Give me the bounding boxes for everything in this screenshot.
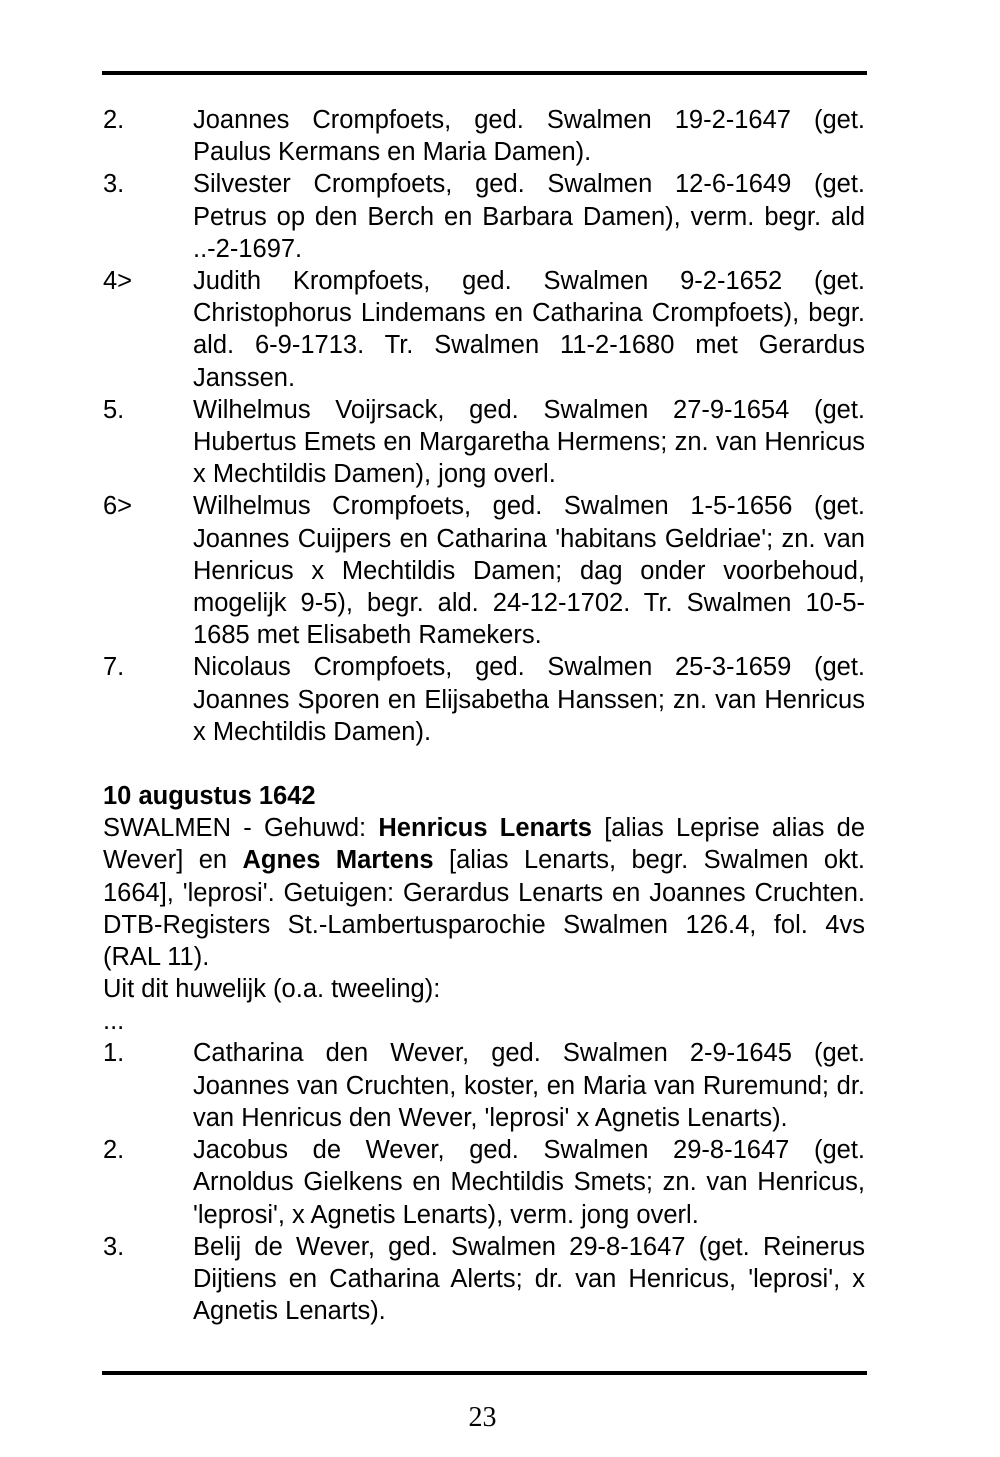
entry-text: Jacobus de Wever, ged. Swalmen 29-8-1647 (get. Arnoldus Gielkens en Mechtildis Smets; zn. van Henricus, 'leprosi', x Agnetis Lenarts), verm. jong overl. [193, 1136, 865, 1229]
marriage-paragraph [103, 812, 865, 973]
list-item [103, 104, 865, 168]
marriage-text-part: SWALMEN - Gehuwd: [103, 814, 379, 843]
bride-name: Agnes Martens [242, 846, 434, 875]
entry-number: 3. [103, 170, 125, 199]
entry-text: Judith Krompfoets, ged. Swalmen 9-2-1652 (get. Christophorus Lindemans en Catharina Crompfoets), begr. ald. 6-9-1713. Tr. Swalmen 11-2-1680 met Gerardus Janssen. [193, 267, 865, 392]
list-item [103, 1231, 865, 1328]
marriage-text-part: [alias Leprise alias de Wever] en [103, 814, 866, 875]
entry-text: Nicolaus Crompfoets, ged. Swalmen 25-3-1659 (get. Joannes Sporen en Elijsabetha Hanssen; zn. van Henricus x Mechtildis Damen). [193, 653, 865, 746]
list-item [103, 490, 865, 651]
page-content [103, 104, 865, 1327]
entry-number: 7. [103, 653, 125, 682]
section-heading: 10 augustus 1642 [103, 782, 316, 811]
entry-text: Wilhelmus Voijrsack, ged. Swalmen 27-9-1654 (get. Hubertus Emets en Margaretha Hermens; zn. van Henricus x Mechtildis Damen), jong overl. [193, 395, 865, 489]
entry-text: Silvester Crompfoets, ged. Swalmen 12-6-1649 (get. Petrus op den Berch en Barbara Damen), verm. begr. ald ..-2-1697. [193, 170, 865, 263]
entry-number: 2. [103, 1136, 125, 1165]
list-item [103, 1037, 865, 1134]
children-intro: Uit dit huwelijk (o.a. tweeling): [103, 975, 441, 1004]
marriage-text-part: [alias Lenarts, begr. Swalmen okt. 1664], 'leprosi'. Getuigen: Gerardus Lenarts en Joannes Cruchten. DTB-Registers St.-Lambertusparochie Swalmen 126.4, fol. 4vs (RAL 11). [103, 846, 865, 972]
page-number: 23 [468, 1402, 497, 1433]
top-rule [102, 71, 867, 75]
entry-text: Wilhelmus Crompfoets, ged. Swalmen 1-5-1656 (get. Joannes Cuijpers en Catharina 'habitans Geldriae'; zn. van Henricus x Mechtildis Damen; dag onder voorbehoud, mogelijk 9-5), begr. ald. 24-12-1702. Tr. Swalmen 10-5-1685 met Elisabeth Ramekers. [193, 492, 865, 650]
entry-text: Joannes Crompfoets, ged. Swalmen 19-2-1647 (get. Paulus Kermans en Maria Damen). [193, 106, 865, 167]
entry-text: Catharina den Wever, ged. Swalmen 2-9-1645 (get. Joannes van Cruchten, koster, en Maria van Ruremund; dr. van Henricus den Wever, 'leprosi' x Agnetis Lenarts). [193, 1039, 865, 1132]
entry-number: 2. [103, 106, 125, 134]
entry-text: Belij de Wever, ged. Swalmen 29-8-1647 (get. Reinerus Dijtiens en Catharina Alerts; dr. van Henricus, 'leprosi', x Agnetis Lenarts). [193, 1232, 865, 1326]
list-item [103, 168, 865, 265]
list-item [103, 651, 865, 748]
list-item [103, 1134, 865, 1231]
bottom-rule [102, 1371, 867, 1375]
groom-name: Henricus Lenarts [378, 814, 592, 843]
list-item [103, 394, 865, 491]
entry-number: 1. [103, 1039, 125, 1068]
entry-number: 5. [103, 395, 125, 424]
entry-number: 4> [103, 267, 133, 296]
entry-number: 3. [103, 1232, 125, 1261]
ellipsis: ... [103, 1007, 125, 1036]
entry-number: 6> [103, 492, 133, 521]
list-item [103, 265, 865, 394]
